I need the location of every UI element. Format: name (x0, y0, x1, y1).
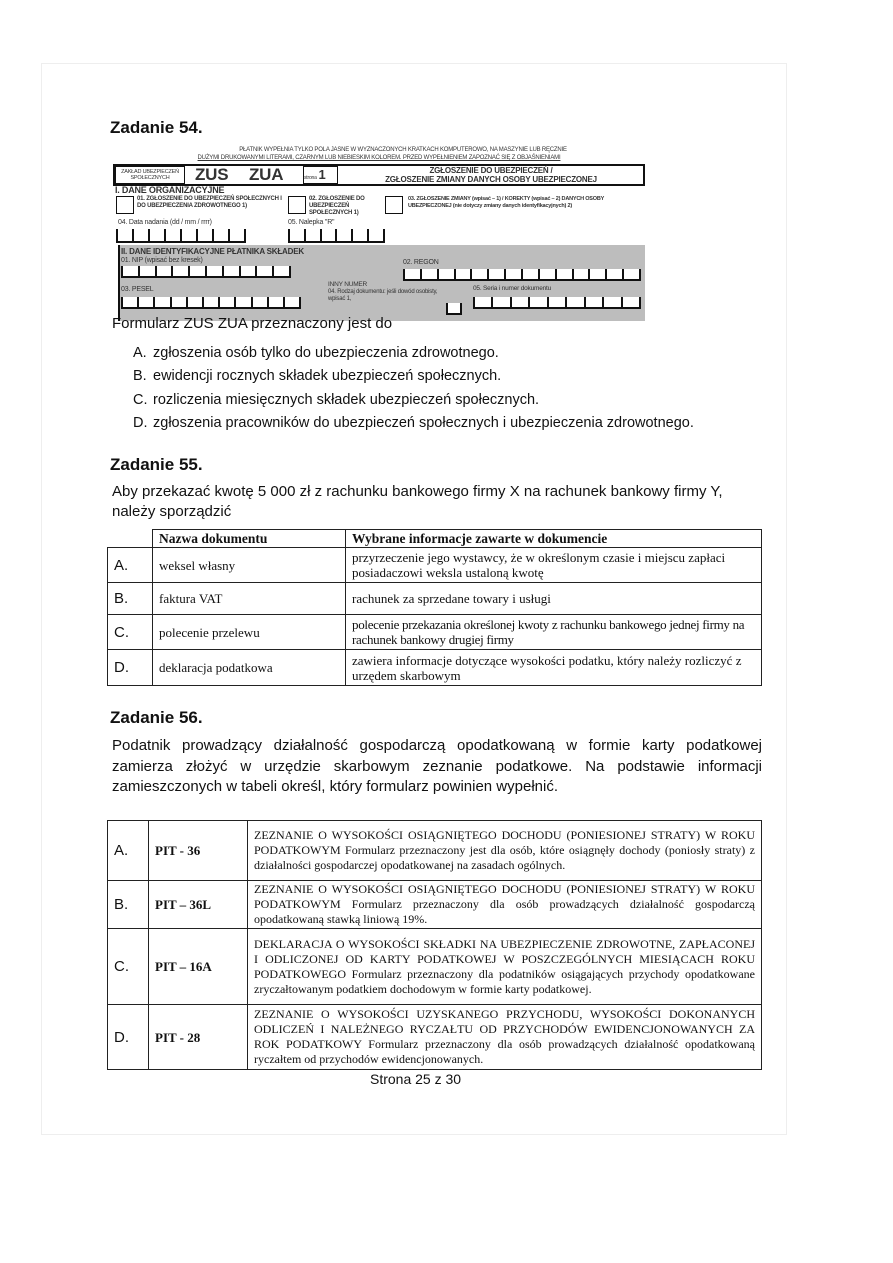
form-title-2: ZGŁOSZENIE ZMIANY DANYCH OSOBY UBEZPIECZONEJ (385, 175, 597, 184)
task-56-question: Podatnik prowadzący działalność gospodarczą opodatkowaną w formie karty podatkowej zamierza złożyć w urzędzie skarbowym zeznanie podatkowe. Na podstawie informacji zamieszczonych w tabeli określ, który formularz powinien wypełnić. (112, 737, 762, 795)
table-row (108, 881, 762, 929)
row-letter: B. (108, 583, 153, 615)
form-document-series-cells (473, 297, 641, 309)
row-form: PIT - 36 (149, 821, 248, 881)
row-info: ZEZNANIE O WYSOKOŚCI UZYSKANEGO PRZYCHODU, WYSOKOŚCI DOKONANYCH ODLICZEŃ I NALEŻNEGO RYCZAŁTU OD PRZYCHODÓW EWIDENCJONOWANYCH ZA ROK PODATKOWY Formularz przeznaczony dla osób prowadzących działalność opodatkowaną ryczałtem od przychodów ewidencjonowanych. (248, 1005, 762, 1070)
row-form: PIT - 28 (149, 1005, 248, 1070)
form-document-type-label: 04. Rodzaj dokumentu: jeśli dowód osobisty, wpisać 1, (328, 289, 438, 302)
row-letter: A. (108, 821, 149, 881)
row-letter: D. (108, 650, 153, 686)
form-regon-cells (403, 269, 641, 281)
table-row (108, 650, 762, 686)
form-code-1: ZUS (195, 165, 229, 184)
task-55-table (107, 529, 762, 686)
option-d-text: zgłoszenia pracowników do ubezpieczeń społecznych i ubezpieczenia zdrowotnego. (153, 414, 694, 431)
form-instruction-2: DUŻYMI DRUKOWANYMI LITERAMI, CZARNYM LUB NIEBIESKIM KOLOREM. PRZED WYPEŁNIENIEM ZAPOZNAĆ SIĘ Z OBJAŚNIENIAMI (197, 155, 561, 161)
row-info: przyrzeczenie jego wystawcy, że w określonym czasie i miejscu zapłaci posiadaczowi weksla ustaloną kwotę (346, 548, 762, 583)
table-row (108, 821, 762, 881)
form-title-1: ZGŁOSZENIE DO UBEZPIECZEŃ / (429, 166, 553, 175)
task-54-question: Formularz ZUS ZUA przeznaczony jest do (112, 315, 393, 332)
task-56-table (107, 820, 762, 1070)
header-name: Nazwa dokumentu (153, 530, 346, 548)
row-info: polecenie przekazania określonej kwoty z rachunku bankowego jednej firmy na rachunek bankowy drugiej firmy (346, 615, 762, 650)
row-info: ZEZNANIE O WYSOKOŚCI OSIĄGNIĘTEGO DOCHODU (PONIESIONEJ STRATY) W ROKU PODATKOWYM Formularz przeznaczony jest dla osób, które osiągnęły dochody (poniosły straty) z działalności gospodarczej opodatkowanej na zasadach ogólnych. (248, 821, 762, 881)
form-code-2: ZUA (249, 165, 284, 184)
form-date-cells (116, 229, 246, 243)
form-field-02: 02. ZGŁOSZENIE DO UBEZPIECZEŃ SPOŁECZNYCH 1) (309, 196, 365, 216)
row-name: weksel własny (153, 548, 346, 583)
form-field-04: 04. Data nadania (dd / mm / rrrr) (118, 219, 212, 226)
form-label-cells (288, 229, 385, 243)
row-letter: C. (108, 929, 149, 1005)
row-letter: D. (108, 1005, 149, 1070)
form-regon-label: 02. REGON (403, 259, 439, 266)
row-form: PIT – 16A (149, 929, 248, 1005)
form-checkbox-03 (385, 196, 403, 214)
option-c-letter: C. (133, 391, 148, 408)
form-pesel-label: 03. PESEL (121, 286, 154, 293)
form-section-2: II. DANE IDENTYFIKACYJNE PŁATNIKA SKŁADEK (121, 247, 304, 256)
option-b (133, 365, 694, 388)
row-name: faktura VAT (153, 583, 346, 615)
form-title (339, 166, 643, 184)
form-section-1: I. DANE ORGANIZACYJNE (115, 185, 225, 195)
option-a (133, 342, 694, 365)
form-pesel-cells (121, 297, 301, 309)
form-document-series-label: 05. Seria i numer dokumentu (473, 285, 552, 292)
option-d (133, 412, 694, 435)
form-page-box (303, 166, 338, 184)
row-info: rachunek za sprzedane towary i usługi (346, 583, 762, 615)
row-letter: B. (108, 881, 149, 929)
form-field-01: 01. ZGŁOSZENIE DO UBEZPIECZEŃ SPOŁECZNYCH I DO UBEZPIECZENIA ZDROWOTNEGO 1) (137, 196, 282, 209)
task-55-question: Aby przekazać kwotę 5 000 zł z rachunku bankowego firmy X na rachunek bankowy firmy Y, należy sporządzić (112, 483, 723, 520)
form-document-type-cell (446, 303, 462, 315)
form-other-number-label: INNY NUMER (328, 281, 368, 288)
task-55-title: Zadanie 55. (110, 455, 203, 474)
form-nip-label: 01. NIP (wpisać bez kresek) (121, 257, 203, 264)
row-info: ZEZNANIE O WYSOKOŚCI OSIĄGNIĘTEGO DOCHODU (PONIESIONEJ STRATY) W ROKU PODATKOWYM Formularz przeznaczony dla osób prowadzących działalność gospodarczą opodatkowaną stawką liniową 19%. (248, 881, 762, 929)
table-row (108, 929, 762, 1005)
form-field-05: 05. Nalepka "R" (288, 219, 335, 226)
option-a-letter: A. (133, 345, 147, 361)
table-header (108, 530, 762, 548)
table-row (108, 1005, 762, 1070)
header-empty (108, 530, 153, 548)
header-info: Wybrane informacje zawarte w dokumencie (346, 530, 762, 548)
form-zus-label: ZAKŁAD UBEZPIECZEŃ SPOŁECZNYCH (115, 166, 185, 184)
form-field-03: 03. ZGŁOSZENIE ZMIANY (wpisać – 1) / KOREKTY (wpisać – 2) DANYCH OSOBY UBEZPIECZONEJ (nie dotyczy zmiany danych identyfikacyjnych) 2) (408, 196, 604, 209)
option-b-letter: B. (133, 368, 147, 385)
row-form: PIT – 36L (149, 881, 248, 929)
option-a-text: zgłoszenia osób tylko do ubezpieczenia zdrowotnego. (153, 345, 499, 361)
row-info: DEKLARACJA O WYSOKOŚCI SKŁADKI NA UBEZPIECZENIE ZDROWOTNE, ZAPŁACONEJ I ODLICZONEJ OD KARTY PODATKOWEJ W POSZCZEGÓLNYCH MIESIĄCACH ROKU PODATKOWEGO Formularz przeznaczony dla podatników osiągających przychody opodatkowane zryczałtowanym podatkiem dochodowym w formie karty podatkowej. (248, 929, 762, 1005)
row-name: polecenie przelewu (153, 615, 346, 650)
form-page-label: strona (304, 175, 317, 181)
table-row (108, 615, 762, 650)
option-b-text: ewidencji rocznych składek ubezpieczeń społecznych. (153, 368, 502, 385)
table-row (108, 548, 762, 583)
form-checkbox-01 (116, 196, 134, 214)
row-letter: A. (108, 548, 153, 583)
page-number: Strona 25 z 30 (370, 1071, 462, 1087)
option-c (133, 389, 694, 412)
form-instruction-1: PŁATNIK WYPEŁNIA TYLKO POLA JASNE W WYZNACZONYCH KRATKACH KOMPUTEROWO, NA MASZYNIE LUB RĘCZNIE (239, 147, 567, 153)
task-54-title: Zadanie 54. (110, 118, 203, 137)
table-row (108, 583, 762, 615)
task-54-options (133, 342, 694, 435)
row-letter: C. (108, 615, 153, 650)
option-d-letter: D. (133, 414, 148, 431)
task-56-title: Zadanie 56. (110, 708, 203, 727)
option-c-text: rozliczenia miesięcznych składek ubezpieczeń społecznych. (153, 391, 540, 408)
row-info: zawiera informacje dotyczące wysokości podatku, który należy rozliczyć z urzędem skarbowym (346, 650, 762, 686)
row-name: deklaracja podatkowa (153, 650, 346, 686)
form-nip-cells (121, 266, 291, 278)
form-page-number: 1 (318, 167, 326, 182)
form-checkbox-02 (288, 196, 306, 214)
zus-zua-form-image (113, 145, 645, 321)
